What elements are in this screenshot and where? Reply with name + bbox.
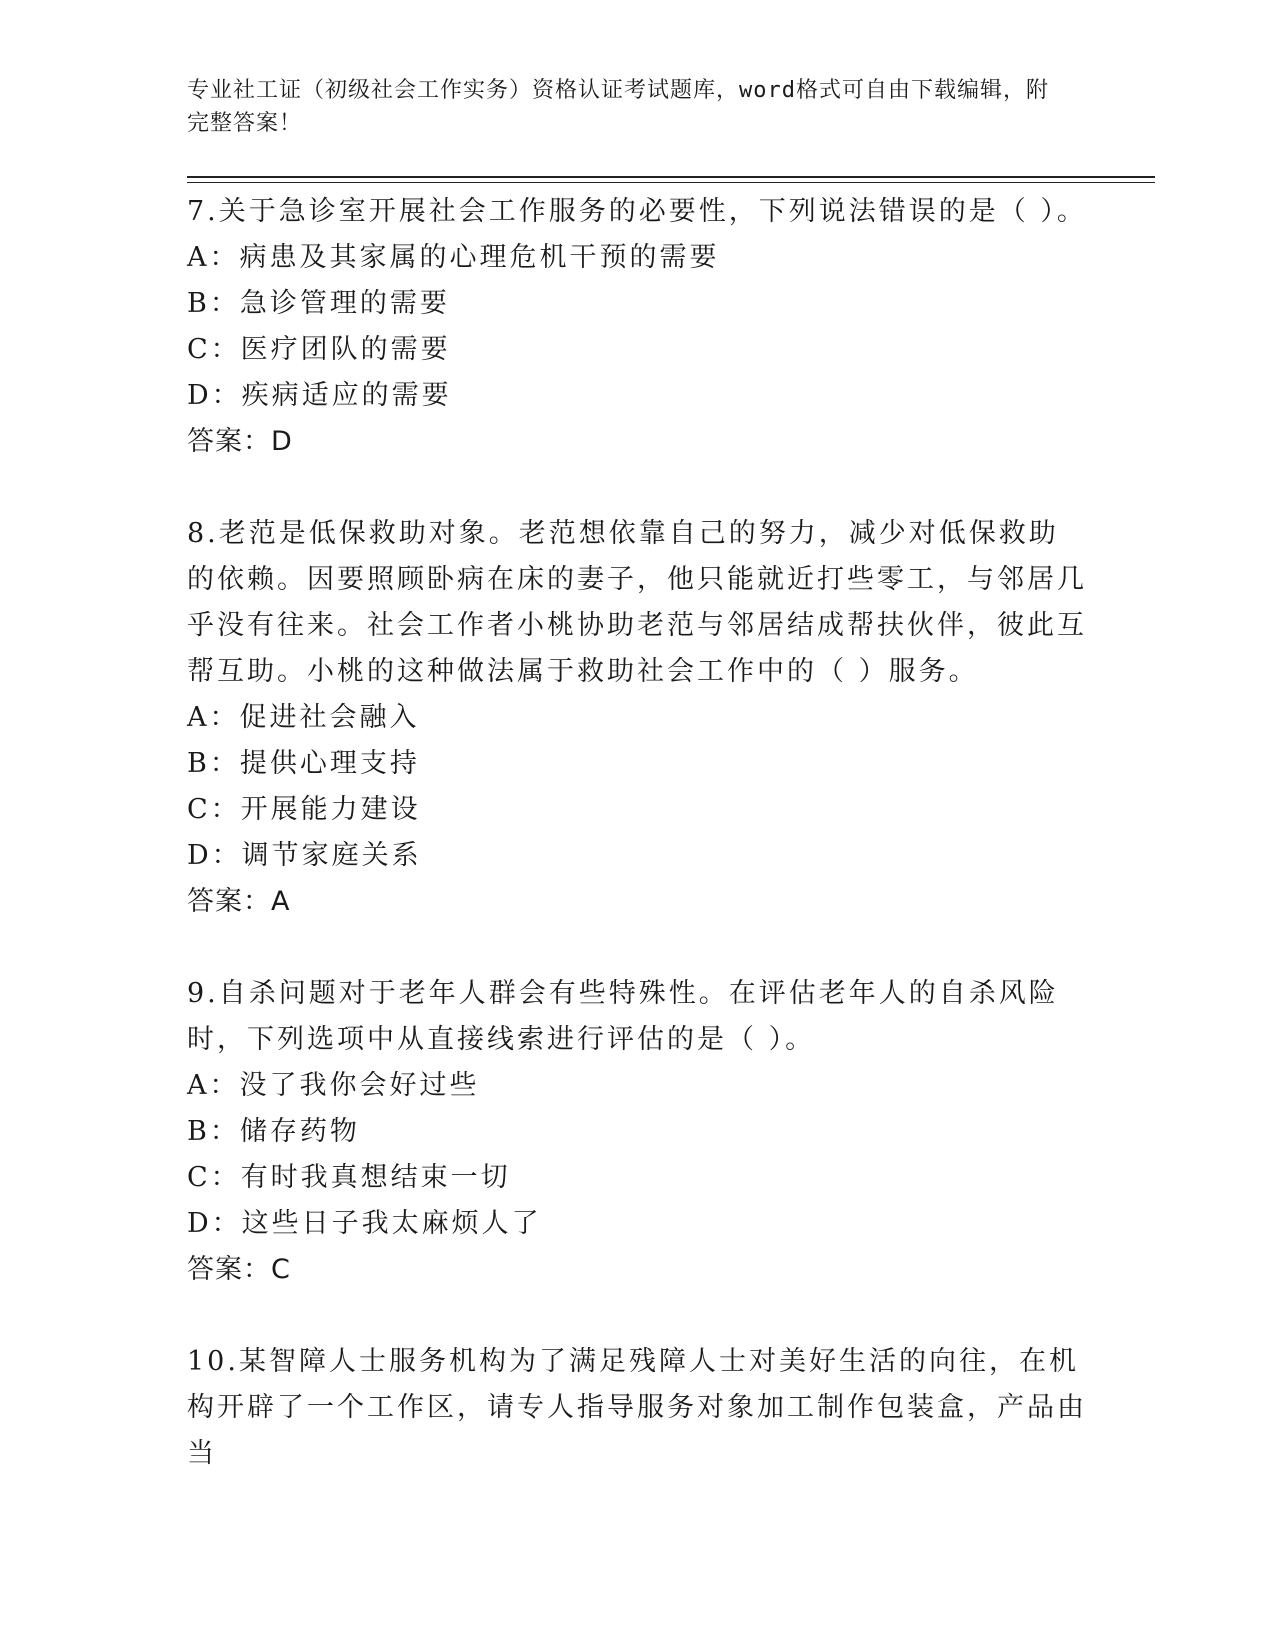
question-stem: 7.关于急诊室开展社会工作服务的必要性，下列说法错误的是（ ）。 [187, 196, 1087, 227]
question-7 [187, 189, 1087, 465]
question-stem: 8.老范是低保救助对象。老范想依靠自己的努力，减少对低保救助的依赖。因要照顾卧病在床的妻子，他只能就近打些零工，与邻居几乎没有往来。社会工作者小桃协助老范与邻居结成帮扶伙伴，彼此互帮互助。小桃的这种做法属于救助社会工作中的（ ）服务。 [187, 518, 1087, 687]
option-d: D：疾病适应的需要 [187, 380, 452, 411]
document-header: 专业社工证（初级社会工作实务）资格认证考试题库，word格式可自由下载编辑，附完整答案！ [187, 78, 1049, 136]
option-a: A：没了我你会好过些 [187, 1070, 480, 1101]
option-c: C：有时我真想结束一切 [187, 1162, 511, 1193]
option-a: A：促进社会融入 [187, 702, 420, 733]
option-b: B：提供心理支持 [187, 748, 420, 779]
option-c: C：医疗团队的需要 [187, 334, 451, 365]
question-9 [187, 971, 1087, 1293]
option-b: B：储存药物 [187, 1116, 360, 1147]
option-b: B：急诊管理的需要 [187, 288, 450, 319]
question-8 [187, 511, 1087, 925]
question-spacer [187, 925, 1087, 971]
option-d: D：调节家庭关系 [187, 840, 422, 871]
question-10 [187, 1339, 1087, 1477]
option-c: C：开展能力建设 [187, 794, 421, 825]
question-stem: 10.某智障人士服务机构为了满足残障人士对美好生活的向往，在机构开辟了一个工作区，请专人指导服务对象加工制作包装盒，产品由当 [187, 1346, 1087, 1469]
option-d: D：这些日子我太麻烦人了 [187, 1208, 542, 1239]
header-divider-thin [187, 182, 1155, 183]
question-list [187, 189, 1087, 1477]
header-divider-thick [187, 176, 1155, 178]
option-a: A：病患及其家属的心理危机干预的需要 [187, 242, 720, 273]
answer-line: 答案：D [187, 426, 293, 457]
question-stem: 9.自杀问题对于老年人群会有些特殊性。在评估老年人的自杀风险时，下列选项中从直接线索进行评估的是（ ）。 [187, 978, 1059, 1055]
answer-line: 答案：C [187, 1254, 291, 1285]
answer-line: 答案：A [187, 886, 291, 917]
question-spacer [187, 465, 1087, 511]
question-spacer [187, 1293, 1087, 1339]
